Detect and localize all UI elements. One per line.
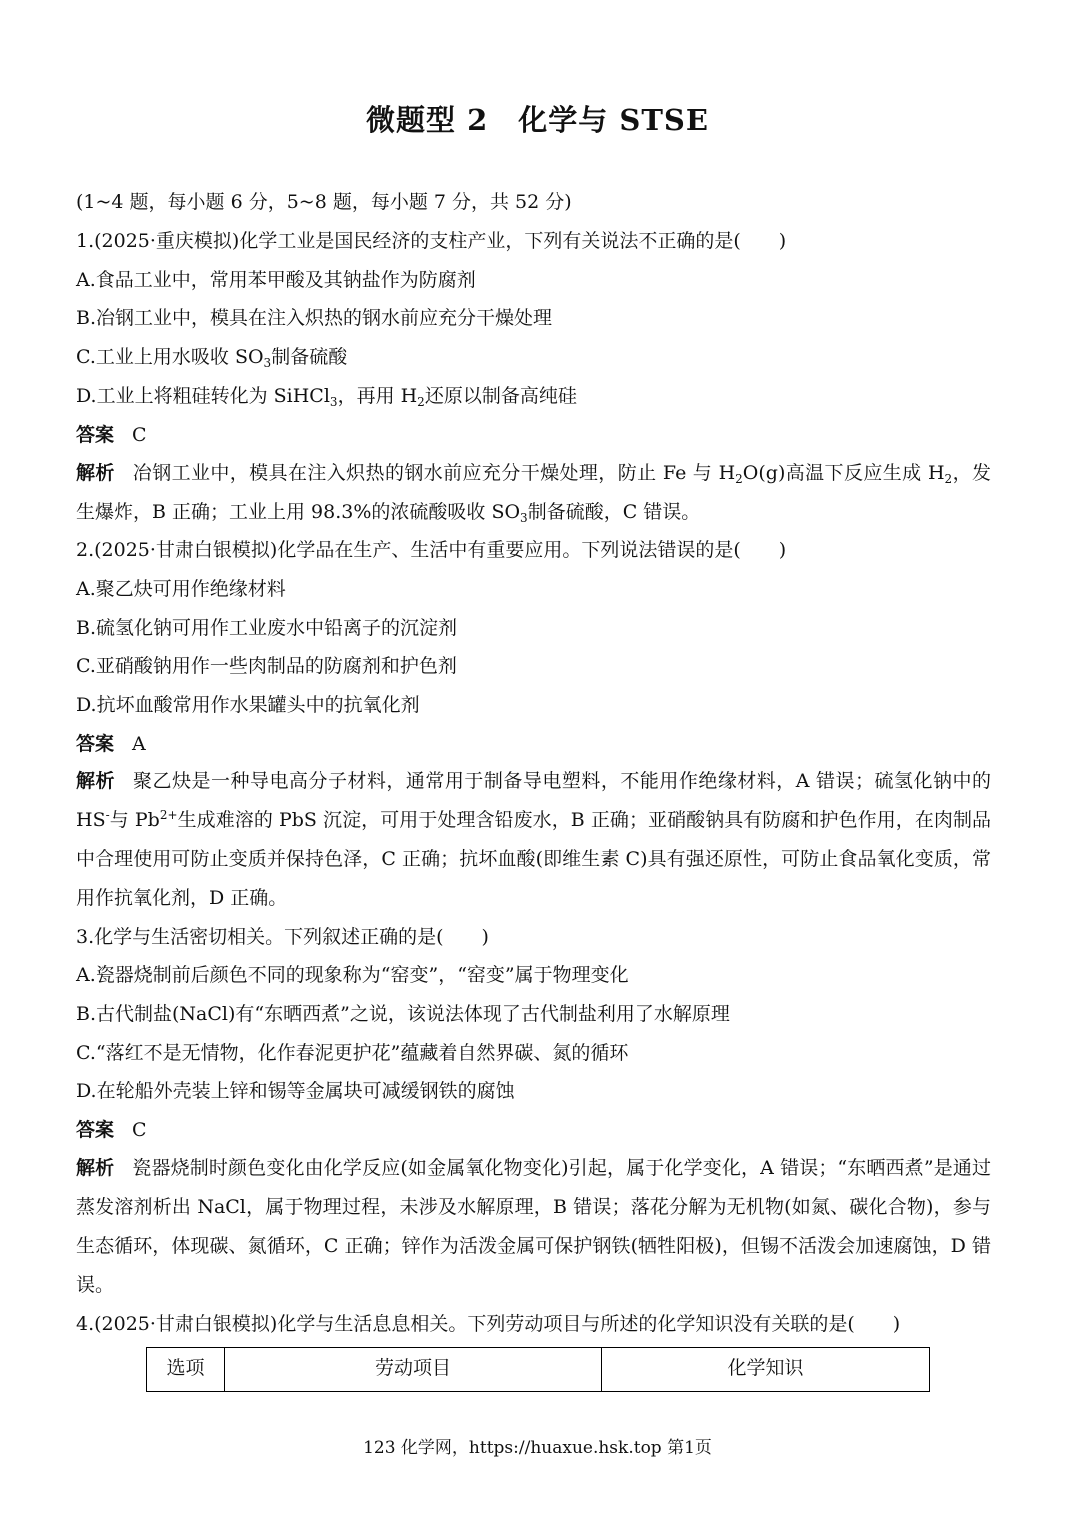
q2-option-d: D.抗坏血酸常用作水果罐头中的抗氧化剂 (76, 694, 420, 716)
table-header-option: 选项 (147, 1348, 225, 1392)
q3-analysis: 解析 瓷器烧制时颜色变化由化学反应(如金属氧化物变化)引起，属于化学变化，A 错误；“东晒西煮”是通过蒸发溶剂析出 NaCl，属于物理过程，未涉及水解原理，B 错误；落花分解为无机物(如氮、碳化合物)，参与生态循环，体现碳、氮循环，C 正确；锌作为活泼金属可保护钢铁(牺牲阳极)，但锡不活泼会加速腐蚀，D 错误。 (76, 1157, 991, 1296)
q3-option-d: D.在轮船外壳装上锌和锡等金属块可减缓钢铁的腐蚀 (76, 1080, 515, 1102)
q1-analysis: 解析 冶钢工业中，模具在注入炽热的钢水前应充分干燥处理，防止 Fe 与 $H_2O(g)$高温下反应生成 $H_2$，发生爆炸，B 正确；工业上用 98.3%的浓硫酸吸收 $SO_3$制备硫酸，C 错误。 (76, 462, 991, 525)
q3-option-c: C.“落红不是无情物，化作春泥更护花”蕴藏着自然界碳、氮的循环 (76, 1042, 629, 1064)
score-instructions: (1~4 题，每小题 6 分，5~8 题，每小题 7 分，共 52 分) (76, 191, 572, 213)
q3-option-b: B.古代制盐(NaCl)有“东晒西煮”之说，该说法体现了古代制盐利用了水解原理 (76, 1003, 730, 1025)
q2-stem: 2.(2025·甘肃白银模拟)化学品在生产、生活中有重要应用。下列说法错误的是( ) (76, 539, 787, 561)
q4-options-table (146, 1347, 930, 1392)
page-title: 微题型 2 化学与 STSE (366, 103, 709, 137)
q1-answer: 答案 C (76, 424, 147, 446)
q2-option-b: B.硫氢化钠可用作工业废水中铅离子的沉淀剂 (76, 617, 458, 639)
q1-option-d: D.工业上将粗硅转化为 SiHCl$_3$，再用 $H_2$还原以制备高纯硅 (76, 385, 577, 409)
q3-answer: 答案 C (76, 1119, 147, 1141)
q3-stem: 3.化学与生活密切相关。下列叙述正确的是( ) (76, 926, 489, 948)
q4-stem: 4.(2025·甘肃白银模拟)化学与生活息息相关。下列劳动项目与所述的化学知识没有关联的是( ) (76, 1313, 901, 1335)
q1-stem: 1.(2025·重庆模拟)化学工业是国民经济的支柱产业，下列有关说法不正确的是( ) (76, 230, 787, 252)
q1-option-b: B.冶钢工业中，模具在注入炽热的钢水前应充分干燥处理 (76, 307, 553, 329)
q1-option-c: C.工业上用水吸收 $SO_3$制备硫酸 (76, 346, 348, 370)
page-footer: 123 化学网，https://huaxue.hsk.top 第1页 (363, 1438, 712, 1458)
table-header-chemistry-knowledge: 化学知识 (602, 1348, 930, 1392)
q2-option-a: A.聚乙炔可用作绝缘材料 (76, 578, 286, 600)
q2-option-c: C.亚硝酸钠用作一些肉制品的防腐剂和护色剂 (76, 655, 457, 677)
q3-option-a: A.瓷器烧制前后颜色不同的现象称为“窑变”，“窑变”属于物理变化 (76, 964, 629, 986)
table-header-labor-project: 劳动项目 (225, 1348, 602, 1392)
q2-analysis: 解析 聚乙炔是一种导电高分子材料，通常用于制备导电塑料，不能用作绝缘材料，A 错误；硫氢化钠中的 HS-与 $Pb^{2+}$生成难溶的 PbS 沉淀，可用于处理含铅废水，B 正确；亚硝酸钠具有防腐和护色作用，在肉制品中合理使用可防止变质并保持色泽，C 正确；抗坏血酸(即维生素 C)具有强还原性，可防止食品氧化变质，常用作抗氧化剂，D 正确。 (76, 770, 991, 909)
q1-option-a: A.食品工业中，常用苯甲酸及其钠盐作为防腐剂 (76, 269, 476, 291)
q2-answer: 答案 A (76, 733, 146, 755)
